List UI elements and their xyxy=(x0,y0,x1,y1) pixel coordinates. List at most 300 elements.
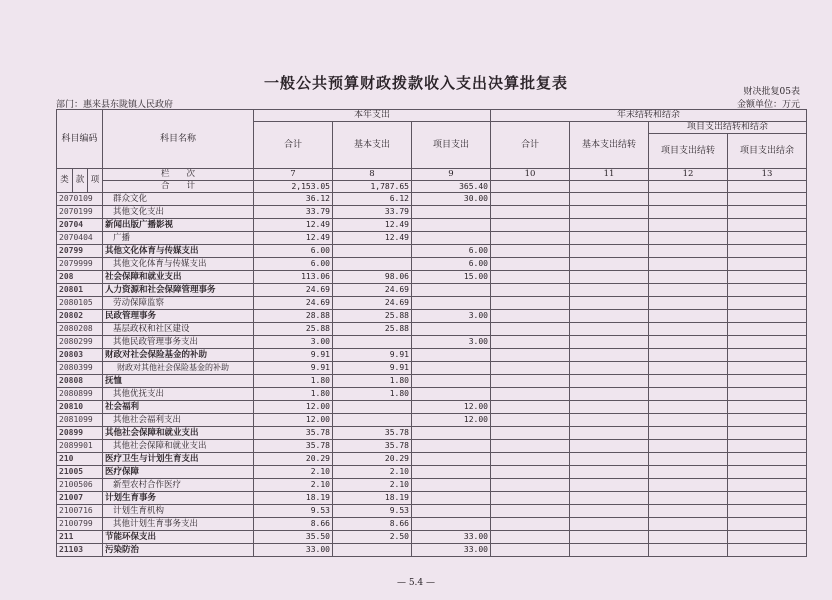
subject-name: 计划生育事务 xyxy=(103,492,254,505)
amount-basic: 18.19 xyxy=(333,492,412,505)
empty-cell xyxy=(491,479,570,492)
unit-label: 金额单位：万元 xyxy=(736,100,800,110)
table-row xyxy=(57,349,807,362)
empty-cell xyxy=(491,297,570,310)
empty-cell xyxy=(570,492,649,505)
amount-total: 35.78 xyxy=(254,440,333,453)
empty-cell xyxy=(728,271,807,284)
amount-total: 20.29 xyxy=(254,453,333,466)
amount-basic: 1.80 xyxy=(333,375,412,388)
empty-cell xyxy=(570,258,649,271)
empty-cell xyxy=(728,284,807,297)
sub-header: 项 xyxy=(88,169,103,193)
table-row xyxy=(57,440,807,453)
subject-name: 其他优抚支出 xyxy=(103,388,254,401)
empty-cell xyxy=(649,479,728,492)
empty-cell xyxy=(649,310,728,323)
empty-cell xyxy=(649,531,728,544)
amount-project xyxy=(412,388,491,401)
table-row xyxy=(57,375,807,388)
amount-basic: 33.79 xyxy=(333,206,412,219)
empty-cell xyxy=(491,284,570,297)
subject-code: 20801 xyxy=(57,284,103,297)
empty-cell xyxy=(649,544,728,557)
subject-code: 20808 xyxy=(57,375,103,388)
table-row xyxy=(57,388,807,401)
empty-cell xyxy=(649,258,728,271)
ye-basic-header: 基本支出结转 xyxy=(570,122,649,169)
empty-cell xyxy=(491,375,570,388)
table-row xyxy=(57,284,807,297)
amount-total: 9.91 xyxy=(254,349,333,362)
empty-cell xyxy=(649,349,728,362)
amount-basic xyxy=(333,414,412,427)
subject-code: 2081099 xyxy=(57,414,103,427)
amount-total: 24.69 xyxy=(254,297,333,310)
subject-name: 群众文化 xyxy=(103,193,254,206)
subject-code: 2079999 xyxy=(57,258,103,271)
amount-total: 6.00 xyxy=(254,258,333,271)
empty-cell xyxy=(491,232,570,245)
amount-project xyxy=(412,440,491,453)
amount-basic xyxy=(333,336,412,349)
amount-project xyxy=(412,362,491,375)
empty-cell xyxy=(649,297,728,310)
amount-project xyxy=(412,427,491,440)
amount-total: 25.88 xyxy=(254,323,333,336)
amount-project xyxy=(412,219,491,232)
amount-total: 113.06 xyxy=(254,271,333,284)
amount-project xyxy=(412,284,491,297)
empty-cell xyxy=(649,518,728,531)
ye-project-group-header: 项目支出结转和结余 xyxy=(649,122,807,134)
empty-cell xyxy=(491,362,570,375)
empty-cell xyxy=(649,375,728,388)
empty-cell xyxy=(570,479,649,492)
ye-project-balance-header: 项目支出结余 xyxy=(728,134,807,169)
subject-name: 其他文化体育与传媒支出 xyxy=(103,245,254,258)
subject-name: 其他文化体育与传媒支出 xyxy=(103,258,254,271)
subject-code: 2070199 xyxy=(57,206,103,219)
empty-cell xyxy=(728,427,807,440)
amount-basic: 9.91 xyxy=(333,362,412,375)
table-row xyxy=(57,505,807,518)
empty-cell xyxy=(491,440,570,453)
form-code: 财决批复05表 xyxy=(743,87,800,97)
empty-cell xyxy=(570,362,649,375)
subject-name: 人力资源和社会保障管理事务 xyxy=(103,284,254,297)
col-num: 12 xyxy=(649,169,728,181)
subject-name: 社会保障和就业支出 xyxy=(103,271,254,284)
empty-cell xyxy=(649,271,728,284)
empty-cell xyxy=(570,206,649,219)
subject-code: 21005 xyxy=(57,466,103,479)
amount-basic: 9.91 xyxy=(333,349,412,362)
empty-cell xyxy=(570,232,649,245)
sum-label: 合 计 xyxy=(103,181,254,193)
empty-cell xyxy=(728,336,807,349)
empty-cell xyxy=(570,440,649,453)
subject-code: 2080299 xyxy=(57,336,103,349)
empty-cell xyxy=(570,544,649,557)
empty-cell xyxy=(728,492,807,505)
page-number: — 5.4 — xyxy=(396,578,436,588)
amount-project xyxy=(412,349,491,362)
table-row xyxy=(57,466,807,479)
subject-code: 21103 xyxy=(57,544,103,557)
empty-cell xyxy=(649,505,728,518)
amount-project: 15.00 xyxy=(412,271,491,284)
empty-cell xyxy=(649,414,728,427)
empty-cell xyxy=(491,453,570,466)
empty-cell xyxy=(491,505,570,518)
subject-name: 其他文化支出 xyxy=(103,206,254,219)
amount-basic xyxy=(333,258,412,271)
empty-cell xyxy=(491,349,570,362)
subject-name: 新闻出版广播影视 xyxy=(103,219,254,232)
amount-basic: 24.69 xyxy=(333,297,412,310)
empty-cell xyxy=(570,219,649,232)
amount-project xyxy=(412,323,491,336)
amount-total: 33.79 xyxy=(254,206,333,219)
empty-cell xyxy=(728,206,807,219)
amount-basic: 20.29 xyxy=(333,453,412,466)
amount-total: 1.80 xyxy=(254,388,333,401)
subject-code: 210 xyxy=(57,453,103,466)
amount-basic: 9.53 xyxy=(333,505,412,518)
amount-project: 33.00 xyxy=(412,544,491,557)
empty-cell xyxy=(649,284,728,297)
amount-total: 9.91 xyxy=(254,362,333,375)
amount-project xyxy=(412,375,491,388)
table-row xyxy=(57,531,807,544)
empty-cell xyxy=(649,362,728,375)
subject-code: 2080105 xyxy=(57,297,103,310)
amount-basic: 8.66 xyxy=(333,518,412,531)
empty-cell xyxy=(728,466,807,479)
empty-cell xyxy=(649,219,728,232)
empty-cell xyxy=(728,258,807,271)
amount-basic: 25.88 xyxy=(333,323,412,336)
table-row xyxy=(57,232,807,245)
subject-name-header: 科目名称 xyxy=(103,110,254,169)
amount-project: 33.00 xyxy=(412,531,491,544)
empty-cell xyxy=(728,375,807,388)
table-body xyxy=(57,193,807,557)
subject-name: 污染防治 xyxy=(103,544,254,557)
amount-basic: 2.10 xyxy=(333,466,412,479)
empty-cell xyxy=(491,414,570,427)
empty-cell xyxy=(491,531,570,544)
table-row xyxy=(57,323,807,336)
amount-basic: 2.10 xyxy=(333,479,412,492)
empty-cell xyxy=(570,466,649,479)
empty-cell xyxy=(728,193,807,206)
empty-cell xyxy=(728,323,807,336)
sum-project: 365.40 xyxy=(412,181,491,193)
amount-basic: 12.49 xyxy=(333,232,412,245)
amount-basic xyxy=(333,401,412,414)
amount-project: 12.00 xyxy=(412,401,491,414)
project-header: 项目支出 xyxy=(412,122,491,169)
empty-cell xyxy=(728,401,807,414)
subject-code: 20799 xyxy=(57,245,103,258)
amount-total: 6.00 xyxy=(254,245,333,258)
amount-project xyxy=(412,297,491,310)
amount-total: 18.19 xyxy=(254,492,333,505)
amount-project xyxy=(412,206,491,219)
col-num: 10 xyxy=(491,169,570,181)
empty-cell xyxy=(728,440,807,453)
col-num: 13 xyxy=(728,169,807,181)
ye-total-header: 合计 xyxy=(491,122,570,169)
empty-cell xyxy=(491,219,570,232)
amount-project: 3.00 xyxy=(412,336,491,349)
year-end-header: 年末结转和结余 xyxy=(491,110,807,122)
empty-cell xyxy=(570,297,649,310)
empty-cell xyxy=(649,323,728,336)
amount-total: 28.88 xyxy=(254,310,333,323)
amount-total: 2.10 xyxy=(254,479,333,492)
subject-code: 2100716 xyxy=(57,505,103,518)
empty-cell xyxy=(491,466,570,479)
amount-project: 12.00 xyxy=(412,414,491,427)
empty-cell xyxy=(728,414,807,427)
subject-code: 2070109 xyxy=(57,193,103,206)
amount-total: 12.49 xyxy=(254,219,333,232)
empty-cell xyxy=(570,414,649,427)
subject-code: 20704 xyxy=(57,219,103,232)
table-row xyxy=(57,219,807,232)
subject-code: 20802 xyxy=(57,310,103,323)
subject-name: 新型农村合作医疗 xyxy=(103,479,254,492)
empty-cell xyxy=(728,388,807,401)
amount-project xyxy=(412,479,491,492)
table-row xyxy=(57,479,807,492)
empty-cell xyxy=(570,453,649,466)
table-row xyxy=(57,401,807,414)
empty-cell xyxy=(570,531,649,544)
amount-basic xyxy=(333,245,412,258)
subject-code: 20810 xyxy=(57,401,103,414)
empty-cell xyxy=(728,245,807,258)
amount-basic: 1.80 xyxy=(333,388,412,401)
expenditure-table xyxy=(56,109,807,557)
amount-basic: 2.50 xyxy=(333,531,412,544)
empty-cell xyxy=(728,544,807,557)
col-num: 11 xyxy=(570,169,649,181)
empty-cell xyxy=(570,427,649,440)
subject-name: 医疗卫生与计划生育支出 xyxy=(103,453,254,466)
empty-cell xyxy=(649,336,728,349)
subject-code: 2080899 xyxy=(57,388,103,401)
empty-cell xyxy=(491,401,570,414)
amount-project xyxy=(412,505,491,518)
empty-cell xyxy=(570,284,649,297)
empty-cell xyxy=(649,492,728,505)
subject-name: 节能环保支出 xyxy=(103,531,254,544)
empty-cell xyxy=(491,388,570,401)
subject-name: 医疗保障 xyxy=(103,466,254,479)
empty-cell xyxy=(570,336,649,349)
subject-name: 其他社会保障和就业支出 xyxy=(103,427,254,440)
amount-project: 30.00 xyxy=(412,193,491,206)
subject-name: 民政管理事务 xyxy=(103,310,254,323)
amount-total: 12.00 xyxy=(254,414,333,427)
table-row xyxy=(57,414,807,427)
empty-cell xyxy=(491,193,570,206)
subject-code: 211 xyxy=(57,531,103,544)
empty-cell xyxy=(649,193,728,206)
subject-name: 其他社会福利支出 xyxy=(103,414,254,427)
amount-basic: 35.78 xyxy=(333,427,412,440)
empty-cell xyxy=(491,310,570,323)
empty-cell xyxy=(728,297,807,310)
subject-code: 2080208 xyxy=(57,323,103,336)
table-header xyxy=(57,110,807,193)
empty-cell xyxy=(491,518,570,531)
amount-project xyxy=(412,232,491,245)
amount-basic: 6.12 xyxy=(333,193,412,206)
amount-basic xyxy=(333,544,412,557)
empty-cell xyxy=(570,271,649,284)
empty-cell xyxy=(728,362,807,375)
subject-name: 财政对社会保险基金的补助 xyxy=(103,349,254,362)
amount-total: 35.50 xyxy=(254,531,333,544)
empty-cell xyxy=(728,453,807,466)
table-row xyxy=(57,245,807,258)
amount-project xyxy=(412,492,491,505)
ye-project-carry-header: 项目支出结转 xyxy=(649,134,728,169)
amount-total: 12.00 xyxy=(254,401,333,414)
empty-cell xyxy=(570,375,649,388)
department-label: 部门：惠来县东陇镇人民政府 xyxy=(56,100,174,110)
empty-cell xyxy=(649,388,728,401)
basic-header: 基本支出 xyxy=(333,122,412,169)
empty-cell xyxy=(728,518,807,531)
subject-code: 208 xyxy=(57,271,103,284)
empty-cell xyxy=(491,206,570,219)
subject-code: 21007 xyxy=(57,492,103,505)
empty-cell xyxy=(570,401,649,414)
subject-code: 2089901 xyxy=(57,440,103,453)
subject-code: 20803 xyxy=(57,349,103,362)
amount-total: 9.53 xyxy=(254,505,333,518)
empty-cell xyxy=(649,453,728,466)
empty-cell xyxy=(570,505,649,518)
empty-cell xyxy=(570,388,649,401)
amount-basic: 25.88 xyxy=(333,310,412,323)
amount-total: 33.00 xyxy=(254,544,333,557)
empty-cell xyxy=(570,518,649,531)
table-row xyxy=(57,362,807,375)
amount-project: 6.00 xyxy=(412,258,491,271)
empty-cell xyxy=(728,349,807,362)
subject-code: 2070404 xyxy=(57,232,103,245)
empty-cell xyxy=(570,323,649,336)
column-index-label: 栏 次 xyxy=(103,169,254,181)
empty-cell xyxy=(491,336,570,349)
report-title: 一般公共预算财政拨款收入支出决算批复表 xyxy=(263,74,568,92)
table-row xyxy=(57,518,807,531)
table-row xyxy=(57,492,807,505)
amount-total: 36.12 xyxy=(254,193,333,206)
amount-total: 2.10 xyxy=(254,466,333,479)
table-row xyxy=(57,206,807,219)
empty-cell xyxy=(570,193,649,206)
empty-cell xyxy=(649,440,728,453)
class-header: 类 xyxy=(57,169,73,193)
empty-cell xyxy=(728,310,807,323)
amount-project: 3.00 xyxy=(412,310,491,323)
empty-cell xyxy=(649,401,728,414)
table-row xyxy=(57,544,807,557)
amount-basic: 98.06 xyxy=(333,271,412,284)
amount-total: 12.49 xyxy=(254,232,333,245)
amount-project: 6.00 xyxy=(412,245,491,258)
subject-name: 基层政权和社区建设 xyxy=(103,323,254,336)
empty-cell xyxy=(491,427,570,440)
subject-name: 财政对其他社会保险基金的补助 xyxy=(103,362,254,375)
subject-code: 2080399 xyxy=(57,362,103,375)
empty-cell xyxy=(649,232,728,245)
amount-total: 8.66 xyxy=(254,518,333,531)
amount-total: 24.69 xyxy=(254,284,333,297)
table-row xyxy=(57,258,807,271)
table-row xyxy=(57,310,807,323)
subject-name: 其他计划生育事务支出 xyxy=(103,518,254,531)
subject-name: 抚恤 xyxy=(103,375,254,388)
total-header: 合计 xyxy=(254,122,333,169)
table-row xyxy=(57,427,807,440)
empty-cell xyxy=(491,258,570,271)
col-num: 9 xyxy=(412,169,491,181)
amount-total: 35.78 xyxy=(254,427,333,440)
empty-cell xyxy=(649,245,728,258)
col-num: 7 xyxy=(254,169,333,181)
empty-cell xyxy=(491,245,570,258)
amount-basic: 35.78 xyxy=(333,440,412,453)
empty-cell xyxy=(728,531,807,544)
item-header: 款 xyxy=(73,169,88,193)
amount-project xyxy=(412,466,491,479)
empty-cell xyxy=(728,479,807,492)
subject-name: 计划生育机构 xyxy=(103,505,254,518)
empty-cell xyxy=(649,206,728,219)
empty-cell xyxy=(491,323,570,336)
subject-name: 其他民政管理事务支出 xyxy=(103,336,254,349)
empty-cell xyxy=(570,245,649,258)
current-year-header: 本年支出 xyxy=(254,110,491,122)
amount-total: 1.80 xyxy=(254,375,333,388)
table-row xyxy=(57,297,807,310)
subject-code: 2100799 xyxy=(57,518,103,531)
subject-code: 20899 xyxy=(57,427,103,440)
empty-cell xyxy=(570,310,649,323)
col-num: 8 xyxy=(333,169,412,181)
table-row xyxy=(57,453,807,466)
empty-cell xyxy=(728,505,807,518)
empty-cell xyxy=(649,466,728,479)
table-row xyxy=(57,193,807,206)
empty-cell xyxy=(728,219,807,232)
amount-project xyxy=(412,453,491,466)
subject-name: 广播 xyxy=(103,232,254,245)
sum-basic: 1,787.65 xyxy=(333,181,412,193)
amount-project xyxy=(412,518,491,531)
sum-total: 2,153.05 xyxy=(254,181,333,193)
table-row xyxy=(57,336,807,349)
